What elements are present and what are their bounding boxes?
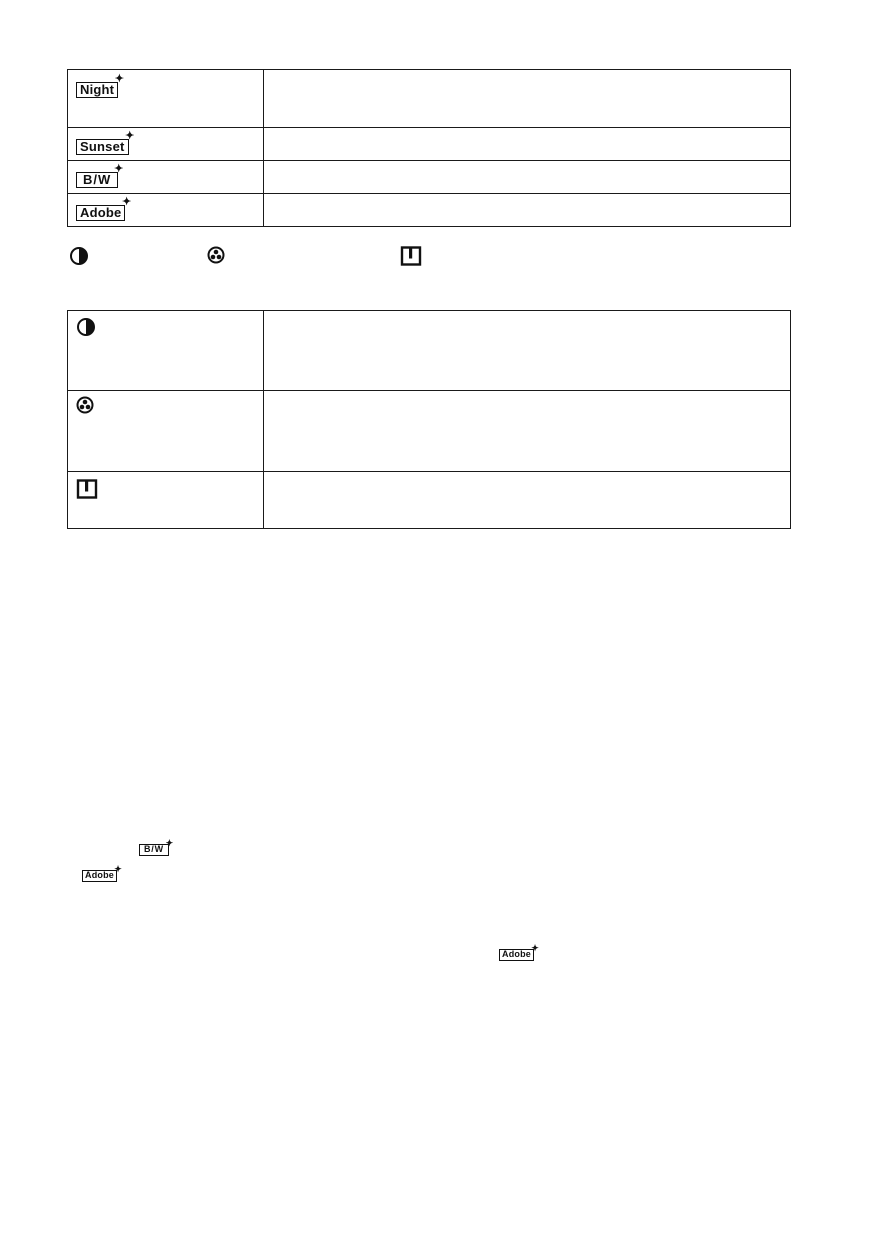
adjust-icon-cell (68, 311, 264, 391)
adobe-mode-badge: Adobe ✦ (76, 205, 125, 221)
adobe-inline-badge: Adobe ✦ (82, 870, 117, 882)
mode-description-cell (264, 161, 791, 194)
adobe-inline-badge: Adobe ✦ (499, 949, 534, 961)
mode-icon-cell (68, 70, 264, 128)
bw-inline-badge: B/W ✦ (139, 844, 169, 856)
sunset-mode-badge: Sunset ✦ (76, 139, 129, 155)
sparkle-icon: ✦ (125, 130, 135, 142)
night-mode-badge: Night ✦ (76, 82, 118, 98)
mode-description-cell (264, 70, 791, 128)
sparkle-icon: ✦ (531, 943, 539, 953)
creative-style-table (67, 69, 791, 227)
adjust-description-cell (264, 391, 791, 472)
mode-description-cell (264, 128, 791, 161)
contrast-icon (76, 317, 96, 337)
table-row (68, 472, 791, 529)
adjust-icon-cell (68, 472, 264, 529)
sparkle-icon: ✦ (165, 838, 174, 848)
sparkle-icon: ✦ (122, 196, 132, 208)
table-row (68, 128, 791, 161)
adjust-description-cell (264, 472, 791, 529)
table-row (68, 194, 791, 227)
contrast-icon (69, 246, 89, 266)
table-row (68, 311, 791, 391)
table-row (68, 70, 791, 128)
sharpness-icon (76, 479, 98, 499)
sparkle-icon: ✦ (114, 864, 122, 874)
adjust-icon-cell (68, 391, 264, 472)
sharpness-icon (400, 246, 422, 266)
mode-icon-cell (68, 194, 264, 227)
adjustment-table (67, 310, 791, 529)
mode-icon-cell (68, 128, 264, 161)
adjustment-icon-legend (67, 246, 791, 266)
table-row (68, 161, 791, 194)
saturation-icon (76, 396, 94, 414)
table-row (68, 391, 791, 472)
saturation-icon (207, 246, 225, 264)
sparkle-icon: ✦ (114, 73, 125, 85)
adjust-description-cell (264, 311, 791, 391)
mode-icon-cell (68, 161, 264, 194)
sparkle-icon: ✦ (114, 163, 125, 175)
bw-mode-badge: B/W ✦ (76, 172, 118, 188)
mode-description-cell (264, 194, 791, 227)
